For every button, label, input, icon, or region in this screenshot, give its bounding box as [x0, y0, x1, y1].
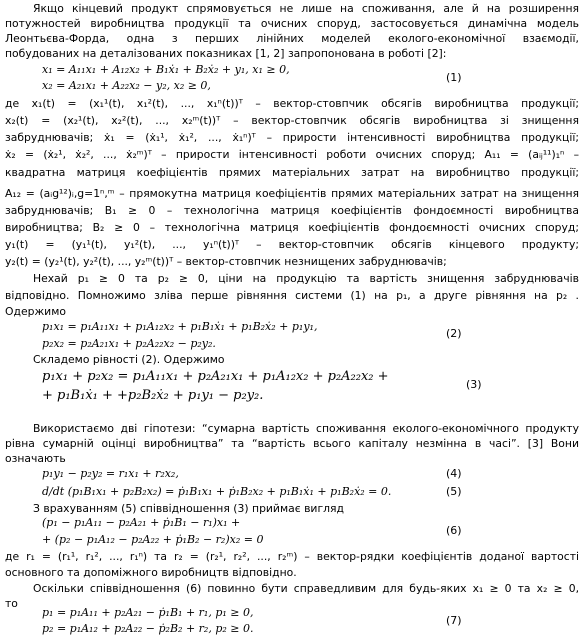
text-line: y₂(t) = (y₂¹(t), y₂²(t), ..., y₂ᵐ(t))ᵀ – вектор-стовпчик незнищених забруднювачів; — [5, 255, 447, 268]
equation-number: (1) — [446, 71, 462, 84]
equation-number: (7) — [446, 614, 462, 627]
equation-3-line-2: + p₁B₁ẋ₁ + +p₂B₂ẋ₂ + p₁y₁ − p₂y₂. — [42, 388, 264, 403]
text-line: виробництва; B₂ ≥ 0 – технологічна матриця коефіцієнтів фондоємності очисних споруд; — [5, 221, 579, 234]
equation-number: (2) — [446, 327, 462, 340]
text-line: то — [5, 597, 18, 610]
text-line: де x₁(t) = (x₁¹(t), x₁²(t), ..., x₁ⁿ(t))ᵀ – вектор-стовпчик обсягів виробництва продукції; — [5, 97, 579, 110]
equation-7-line-1: p₁ = p₁A₁₁ + p₂A₂₁ − ṗ₁B₁ + r₁, p₁ ≥ 0, — [42, 606, 254, 619]
equation-1-line-2: x₂ = A₂₁x₁ + A₂₂x₂ − y₂, x₂ ≥ 0, — [42, 79, 211, 92]
equation-2-line-1: p₁x₁ = p₁A₁₁x₁ + p₁A₁₂x₂ + p₁B₁ẋ₁ + p₁B₂ẋ₂ + p₁y₁, — [42, 320, 318, 333]
text-line: означають — [5, 452, 66, 465]
text-line: Оскільки співвідношення (6) повинно бути справедливим для будь-яких x₁ ≥ 0 та x₂ ≥ 0, — [33, 582, 579, 595]
text-line: y₁(t) = (y₁¹(t), y₁²(t), ..., y₁ⁿ(t))ᵀ – вектор-стовпчик обсягів кінцевого продукту; — [5, 238, 579, 251]
text-line: основного та допоміжного виробництв відповідно. — [5, 566, 297, 579]
equation-number: (3) — [466, 378, 482, 391]
text-line: Нехай p₁ ≥ 0 та p₂ ≥ 0, ціни на продукцію та вартість знищення забруднювачів — [33, 272, 579, 285]
text-line: потужностей виробництва продукції та очисних споруд, застосовується динамічна модель — [5, 17, 579, 30]
equation-4: p₁y₁ − p₂y₂ = r₁x₁ + r₂x₂, — [42, 467, 179, 480]
text-line: Леонтьєва-Форда, одна з перших лінійних моделей еколого-економічної взаємодії, — [5, 32, 579, 45]
text-line: квадратна матриця коефіцієнтів прямих матеріальних затрат на виробництво продукції; — [5, 166, 579, 179]
equation-5: d/dt (p₁B₁x₁ + p₂B₂x₂) = ṗ₁B₁x₁ + ṗ₁B₂x₂ + p₁B₁ẋ₁ + p₁B₂ẋ₂ = 0. — [42, 485, 392, 498]
equation-number: (5) — [446, 485, 462, 498]
equation-6-line-1: (p₁ − p₁A₁₁ − p₂A₂₁ + ṗ₁B₁ − r₁)x₁ + — [42, 516, 241, 529]
text-line: забруднювачів; B₁ ≥ 0 – технологічна матриця коефіцієнтів фондоємності виробництва — [5, 204, 579, 217]
text-line: x₂(t) = (x₂¹(t), x₂²(t), ..., x₂ᵐ(t))ᵀ – вектор-стовпчик обсягів виробництва зі знищення — [5, 114, 579, 127]
equation-number: (6) — [446, 524, 462, 537]
equation-number: (4) — [446, 467, 462, 480]
text-line: A₁₂ = (aᵢg¹²)ᵢ,g=1ⁿ,ᵐ – прямокутна матриця коефіцієнтів прямих матеріальних затрат на знищення — [5, 187, 579, 200]
text-line: Одержимо — [5, 305, 66, 318]
text-line: З врахуванням (5) співвідношення (3) приймає вигляд — [33, 502, 344, 515]
text-line: відповідно. Помножимо зліва перше рівняння системи (1) на p₁, а друге рівняння на p₂ . — [5, 289, 579, 302]
text-line: ẋ₂ = (ẋ₂¹, ẋ₂², ..., ẋ₂ᵐ)ᵀ – прирости інтенсивності роботи очисних споруд; A₁₁ = (aᵢⱼ¹¹)₁ⁿ – — [5, 148, 579, 161]
text-line: забруднювачів; ẋ₁ = (ẋ₁¹, ẋ₁², ..., ẋ₁ⁿ)ᵀ – прирости інтенсивності виробництва продукції; — [5, 131, 579, 144]
equation-6-line-2: + (p₂ − p₁A₁₂ − p₂A₂₂ + ṗ₁B₂ − r₂)x₂ = 0 — [42, 533, 264, 546]
text-line: рівна сумарній оцінці виробництва” та “вартість всього капіталу незмінна в часі”. [3] Вони — [5, 437, 579, 450]
equation-2-line-2: p₂x₂ = p₂A₂₁x₁ + p₂A₂₂x₂ − p₂y₂. — [42, 337, 216, 350]
text-line: Використаємо дві гіпотези: “сумарна вартість споживання еколого-економічного продукту — [33, 422, 579, 435]
text-line: де r₁ = (r₁¹, r₁², ..., r₁ⁿ) та r₂ = (r₂¹, r₂², ..., r₂ᵐ) – вектор-рядки коефіцієнтів доданої вартості — [5, 550, 579, 563]
text-line: Якщо кінцевий продукт спрямовується не лише на споживання, але й на розширення — [33, 2, 579, 15]
equation-3-line-1: p₁x₁ + p₂x₂ = p₁A₁₁x₁ + p₂A₂₁x₁ + p₁A₁₂x₂ + p₂A₂₂x₂ + — [42, 369, 389, 384]
text-line: Складемо рівності (2). Одержимо — [33, 353, 225, 366]
text-line: побудованих на деталізованих показниках [1, 2] запропонована в роботі [2]: — [5, 47, 447, 60]
equation-1-line-1: x₁ = A₁₁x₁ + A₁₂x₂ + B₁ẋ₁ + B₂ẋ₂ + y₁, x₁ ≥ 0, — [42, 63, 290, 76]
equation-7-line-2: p₂ = p₁A₁₂ + p₂A₂₂ − ṗ₂B₂ + r₂, p₂ ≥ 0. — [42, 622, 254, 635]
